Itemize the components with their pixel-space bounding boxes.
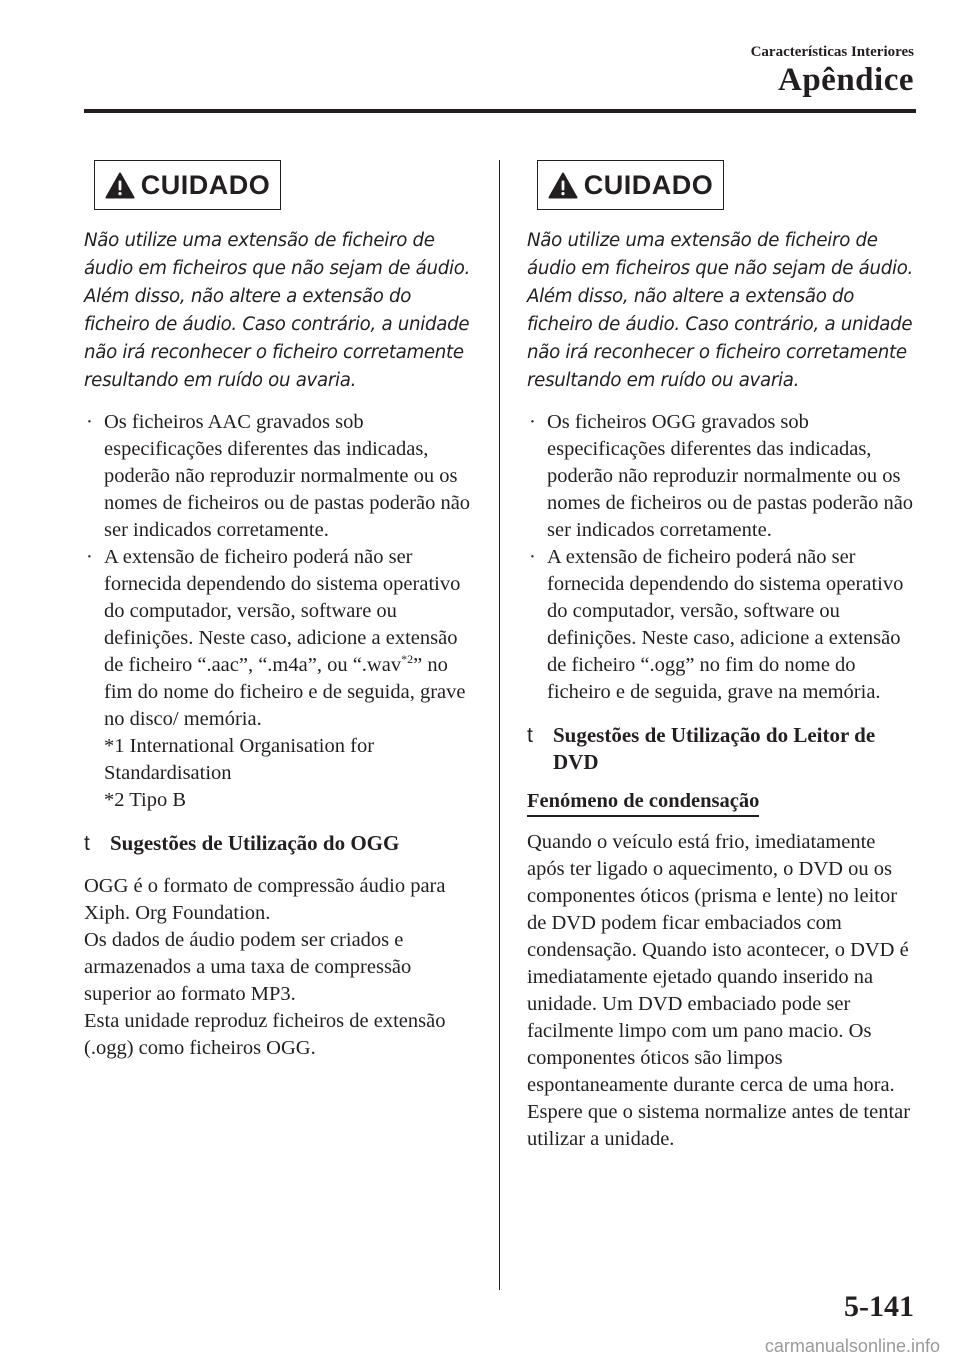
bullet-dot: · xyxy=(86,546,93,568)
header-rule xyxy=(84,109,916,113)
bullet-text: A extensão de ficheiro poderá não ser fornecida dependendo do sistema operativo do computador, versão, software ou definições. Neste caso, adicione a extensão de ficheiro “.ogg” no fim do nome do ficheiro e de seguida, grave na memória. xyxy=(547,546,904,703)
paragraph: Quando o veículo está frio, imediatamente após ter ligado o aquecimento, o DVD ou os componentes óticos (prisma e lente) no leitor de DVD podem ficar embaciados com condensação. Quando isto acontecer, o DVD é imediatamente ejetado quando inserido na unidade. Um DVD embaciado pode ser facilmente limpo com um pano macio. Os componentes óticos são limpos espontaneamente durante cerca de uma hora. Espere que o sistema normalize antes de tentar utilizar a unidade. xyxy=(527,831,911,1150)
header-chapter-title: Apêndice xyxy=(778,62,914,98)
warning-triangle-icon xyxy=(105,172,135,199)
bullet-dot: · xyxy=(529,546,536,568)
footnote-2: *2 Tipo B xyxy=(104,789,187,811)
bullet-text: Os ficheiros AAC gravados sob especificações diferentes das indicadas, poderão não reproduzir normalmente ou os nomes de ficheiros ou de pastas poderão não ser indicados corretamente. xyxy=(104,411,471,541)
caution-text: Não utilize uma extensão de ficheiro de áudio em ficheiros que não sejam de áudio. Além disso, não altere a extensão do ficheiro de áudio. Caso contrário, a unidade não irá reconhecer o ficheiro corretamente resultando em ruído ou avaria. xyxy=(84,230,471,391)
caution-box xyxy=(537,160,724,210)
bullet-list xyxy=(527,409,917,706)
paragraph: Esta unidade reproduz ficheiros de extensão (.ogg) como ficheiros OGG. xyxy=(84,1010,446,1059)
caution-box xyxy=(94,160,281,210)
bullet-list xyxy=(84,409,474,733)
bullet-dot: · xyxy=(86,411,93,433)
left-column xyxy=(84,160,474,1062)
bullet-text: A extensão de ficheiro poderá não ser fornecida dependendo do sistema operativo do computador, versão, software ou definições. Neste caso, adicione a extensão de ficheiro “.aac”, “.m4a”, ou “.wav xyxy=(104,546,461,676)
caution-label: CUIDADO xyxy=(583,169,714,200)
section-title: Sugestões de Utilização do Leitor de DVD xyxy=(553,723,876,774)
list-item xyxy=(84,409,474,544)
section-heading xyxy=(84,830,474,857)
paragraph: Os dados de áudio podem ser criados e armazenados a uma taxa de compressão superior ao formato MP3. xyxy=(84,929,412,1005)
watermark: carmanualsonline.info xyxy=(764,1336,940,1356)
paragraph: OGG é o formato de compressão áudio para Xiph. Org Foundation. xyxy=(84,875,446,924)
page-number: 5-141 xyxy=(844,1290,914,1323)
section-marker: t xyxy=(84,832,90,855)
list-item xyxy=(527,409,917,544)
list-item xyxy=(84,544,474,733)
header-section-title: Características Interiores xyxy=(750,44,914,60)
right-column xyxy=(527,160,917,1153)
footnote-1: *1 International Organisation for Standardisation xyxy=(104,735,375,784)
footnote-ref: *2 xyxy=(401,652,414,667)
subsection-title: Fenómeno de condensação xyxy=(527,788,759,817)
column-divider xyxy=(499,160,500,1290)
bullet-text: Os ficheiros OGG gravados sob especificações diferentes das indicadas, poderão não reproduzir normalmente ou os nomes de ficheiros ou de pastas poderão não ser indicados corretamente. xyxy=(547,411,914,541)
bullet-text-cont: ” no fim do nome do ficheiro e de seguida, grave no disco/ memória. xyxy=(104,654,466,730)
section-heading xyxy=(527,722,917,776)
warning-triangle-icon xyxy=(548,172,578,199)
caution-text: Não utilize uma extensão de ficheiro de áudio em ficheiros que não sejam de áudio. Além disso, não altere a extensão do ficheiro de áudio. Caso contrário, a unidade não irá reconhecer o ficheiro corretamente resultando em ruído ou avaria. xyxy=(527,230,914,391)
bullet-dot: · xyxy=(529,411,536,433)
section-marker: t xyxy=(527,724,533,747)
list-item xyxy=(527,544,917,706)
caution-label: CUIDADO xyxy=(140,169,271,200)
section-title: Sugestões de Utilização do OGG xyxy=(110,831,400,855)
